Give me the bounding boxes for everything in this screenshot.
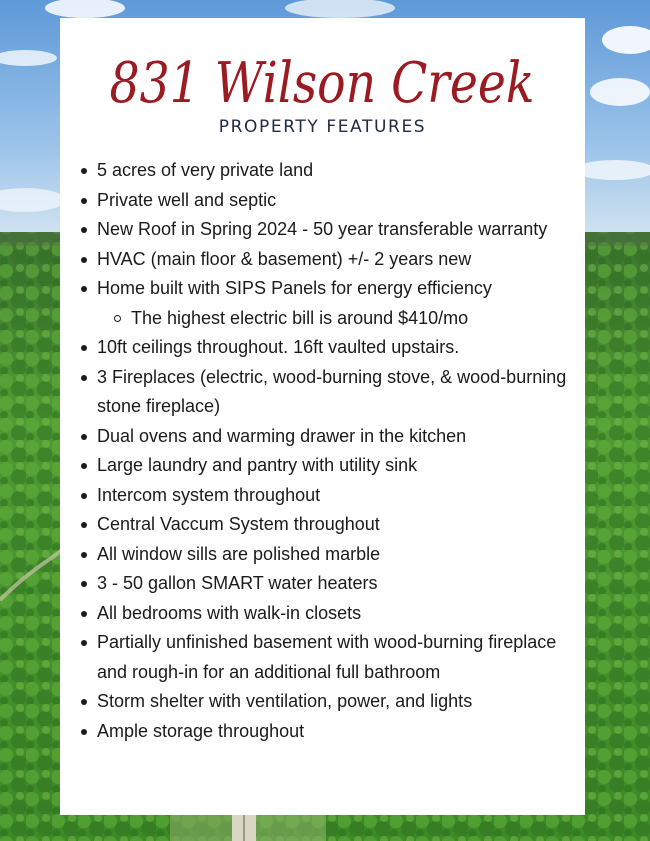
features-card <box>60 18 585 815</box>
sub-list-item <box>80 304 580 334</box>
feature-text: 10ft ceilings throughout. 16ft vaulted upstairs. <box>97 337 460 357</box>
feature-text: 3 - 50 gallon SMART water heaters <box>97 573 378 593</box>
bullet-icon <box>81 581 87 587</box>
list-item <box>80 510 580 540</box>
list-item <box>80 186 580 216</box>
bullet-icon <box>81 552 87 558</box>
feature-text: New Roof in Spring 2024 - 50 year transferable warranty <box>97 219 548 239</box>
bullet-icon <box>81 729 87 735</box>
bullet-icon <box>81 611 87 617</box>
list-item <box>80 481 580 511</box>
bullet-icon <box>81 227 87 233</box>
bullet-icon <box>81 375 87 381</box>
list-item <box>80 540 580 570</box>
feature-text: HVAC (main floor & basement) +/- 2 years new <box>97 248 472 269</box>
feature-text: Home built with SIPS Panels for energy efficiency <box>97 278 492 298</box>
feature-text: Private well and septic <box>97 189 277 210</box>
bullet-icon <box>81 640 87 646</box>
feature-text: Storm shelter with ventilation, power, and lights <box>97 691 473 711</box>
list-item <box>80 451 580 481</box>
bullet-icon <box>81 345 87 351</box>
list-item <box>80 245 580 275</box>
feature-text: Large laundry and pantry with utility sink <box>97 455 418 475</box>
list-item <box>80 422 580 452</box>
hollow-bullet-icon <box>114 315 121 322</box>
feature-text: 5 acres of very private land <box>97 160 314 180</box>
bullet-icon <box>81 168 87 174</box>
bullet-icon <box>81 286 87 292</box>
list-item <box>80 717 580 747</box>
list-item <box>80 274 580 304</box>
feature-text: Central Vaccum System throughout <box>97 514 380 534</box>
feature-list <box>80 156 580 746</box>
feature-text: Intercom system throughout <box>97 484 321 505</box>
bullet-icon <box>81 522 87 528</box>
feature-text: All window sills are polished marble <box>97 543 381 564</box>
list-item <box>80 628 580 687</box>
bullet-icon <box>81 434 87 440</box>
property-title-text: 831 Wilson Creek <box>109 51 535 116</box>
list-item <box>80 599 580 629</box>
bullet-icon <box>81 198 87 204</box>
feature-text: Partially unfinished basement with wood-burning fireplace and rough-in for an additional full bathroom <box>97 632 557 682</box>
feature-text: 3 Fireplaces (electric, wood-burning stove, & wood-burning stone fireplace) <box>97 366 567 416</box>
list-item <box>80 687 580 717</box>
list-item <box>80 569 580 599</box>
section-subtitle: PROPERTY FEATURES <box>218 117 427 137</box>
feature-text: All bedrooms with walk-in closets <box>97 602 362 623</box>
bullet-icon <box>81 699 87 705</box>
bullet-icon <box>81 493 87 499</box>
list-item <box>80 215 580 245</box>
bullet-icon <box>81 463 87 469</box>
feature-text: Dual ovens and warming drawer in the kitchen <box>97 425 467 446</box>
list-item <box>80 363 580 422</box>
feature-text: Ample storage throughout <box>97 720 305 741</box>
feature-text: The highest electric bill is around $410/mo <box>131 307 469 328</box>
list-item <box>80 333 580 363</box>
property-title <box>60 30 585 130</box>
list-item <box>80 156 580 186</box>
bullet-icon <box>81 257 87 263</box>
